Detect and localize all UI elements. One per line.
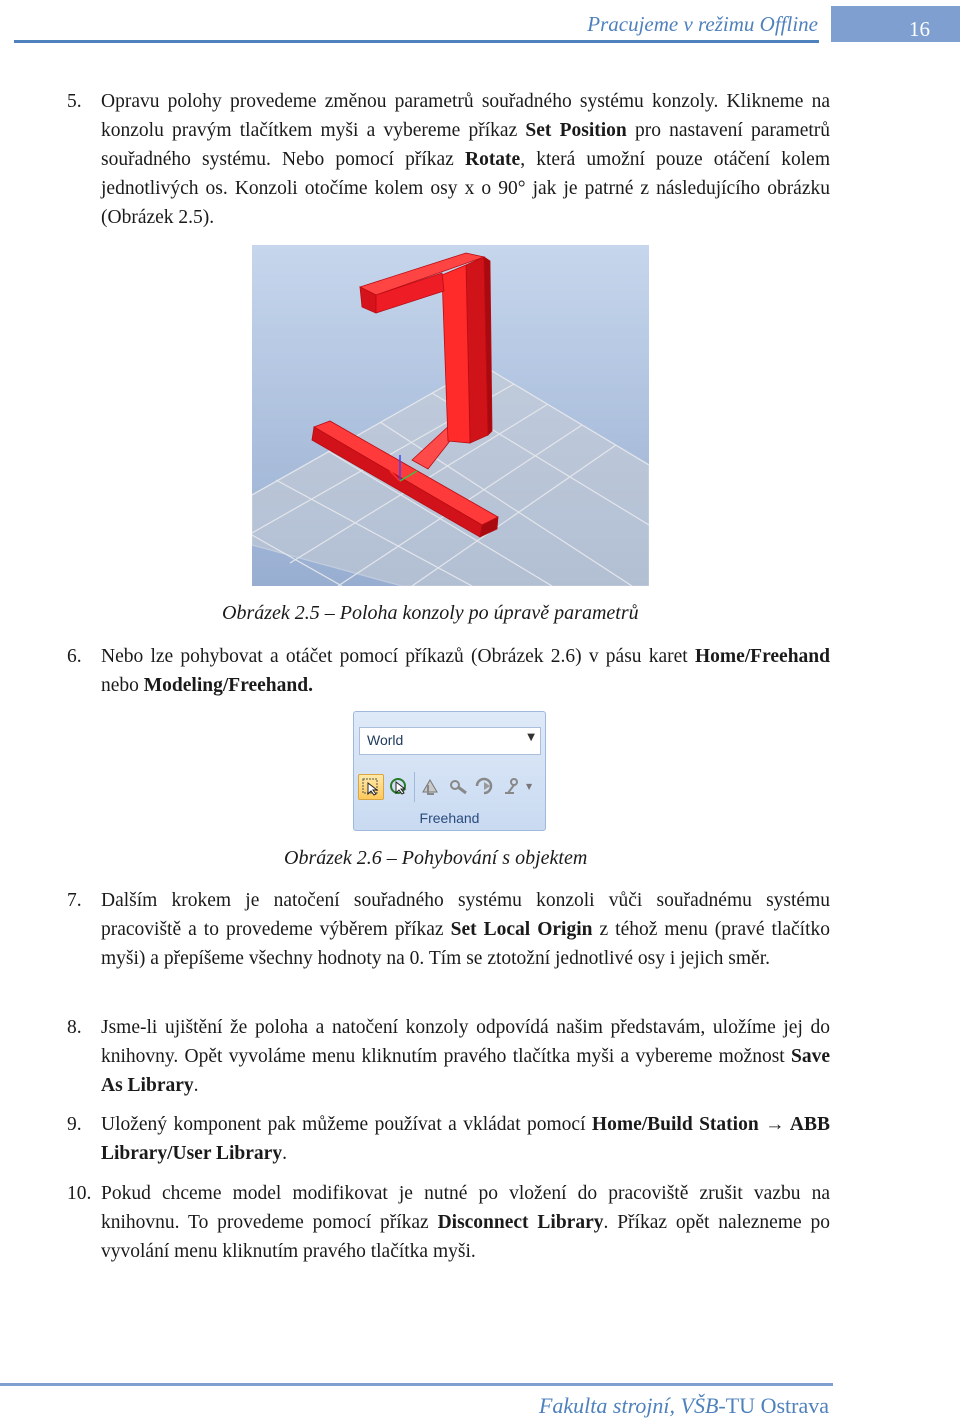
chevron-down-icon: ▼ <box>527 732 535 743</box>
snap-object-icon <box>388 776 408 796</box>
item-number: 10. <box>67 1183 92 1204</box>
bold-command: Save As Library <box>101 1046 830 1096</box>
jog-joint-button[interactable] <box>472 774 498 800</box>
group-label: Freehand <box>419 810 480 826</box>
text-run: . Příkaz opět nalezneme po vyvolání menu kliknutím pravého tlačítka myši. <box>101 1212 830 1262</box>
item-text <box>101 886 830 973</box>
footer-faculty: Fakulta strojní, VŠB <box>538 1393 719 1418</box>
item-text <box>101 642 830 700</box>
header-rule <box>14 40 819 43</box>
rotate-icon <box>448 776 468 796</box>
list-item-8 <box>67 1013 830 1100</box>
bold-command: Set Position <box>525 120 627 141</box>
text-run: nebo <box>101 675 144 696</box>
item-text <box>101 1110 830 1168</box>
bold-command: Home/Freehand <box>694 646 830 667</box>
bold-command: Home/Build Station → ABB Library/User Library <box>101 1114 830 1164</box>
figure-console-3d-view <box>252 245 649 586</box>
bold-command: Rotate <box>464 149 521 170</box>
text-run: z téhož menu (pravé tlačítko myši) a přepíšeme všechny hodnoty na 0. Tím se ztotožní jednotlivé osy i jejich směr. <box>101 919 831 969</box>
figure2-caption: Obrázek 2.6 – Pohybování s objektem <box>284 847 588 869</box>
bold-command: Modeling/Freehand. <box>143 675 313 696</box>
list-item-6 <box>67 642 830 700</box>
text-run: , která umožní pouze otáčení kolem jednotlivých os. Konzoli otočíme kolem osy x o 90° jak je patrné z následujícího obrázku (Obrázek 2.5). <box>101 149 830 228</box>
item-number: 8. <box>67 1017 82 1038</box>
list-item-5 <box>67 87 830 232</box>
snap-object-button[interactable] <box>386 774 412 800</box>
bold-command: Disconnect Library <box>437 1212 604 1233</box>
item-text <box>101 1179 830 1266</box>
select-icon <box>361 777 381 797</box>
item-number: 9. <box>67 1114 82 1135</box>
text-run: Pokud chceme model modifikovat je nutné po vložení do pracoviště zrušit vazbu na knihovnu. To provedeme pomocí příkaz <box>101 1183 830 1233</box>
bold-command: Set Local Origin <box>450 919 593 940</box>
text-run: Jsme-li ujištění že poloha a natočení konzoly odpovídá našim představám, uložíme jej do knihovny. Opět vyvoláme menu kliknutím pravého tlačítka myši a vybereme možnost <box>101 1017 830 1067</box>
reference-dropdown-value: World <box>367 732 404 748</box>
freehand-ribbon-group <box>353 711 546 831</box>
select-tool-button[interactable] <box>358 774 384 800</box>
jog-linear-button[interactable] <box>500 774 526 800</box>
item-text <box>101 87 830 232</box>
jog-linear-icon <box>502 776 522 796</box>
header-title: Pracujeme v režimu Offline <box>587 12 818 36</box>
text-run: . <box>193 1075 199 1096</box>
text-run: Dalším krokem je natočení souřadného systému konzoli vůči souřadnému systému pracoviště a to provedeme výběrem příkaz <box>101 890 830 940</box>
text-run: Opravu polohy provedeme změnou parametrů souřadného systému konzoly. Klikneme na konzolu pravým tlačítkem myši a vybereme příkaz <box>101 91 830 141</box>
list-item-7 <box>67 886 830 973</box>
item-text <box>101 1013 830 1100</box>
move-tool-button[interactable] <box>418 774 444 800</box>
item-number: 5. <box>67 91 82 112</box>
footer-university: -TU Ostrava <box>718 1393 829 1418</box>
item-number: 6. <box>67 646 82 667</box>
move-icon <box>420 776 440 796</box>
page-number: 16 <box>909 17 930 41</box>
text-run: pro nastavení parametrů souřadného systému. Nebo pomocí příkaz <box>101 120 831 170</box>
jog-joint-icon <box>474 776 494 796</box>
page-number-box <box>831 6 960 42</box>
footer-rule <box>0 1383 833 1386</box>
chevron-down-icon[interactable]: ▼ <box>526 782 533 791</box>
text-run: . <box>282 1143 287 1164</box>
tool-separator <box>414 772 415 802</box>
reference-dropdown[interactable] <box>359 727 541 755</box>
page-footer <box>539 1393 829 1419</box>
rotate-tool-button[interactable] <box>446 774 472 800</box>
figure1-caption: Obrázek 2.5 – Poloha konzoly po úpravě parametrů <box>222 602 639 624</box>
list-item-9 <box>67 1110 830 1168</box>
item-number: 7. <box>67 890 82 911</box>
text-run: Nebo lze pohybovat a otáčet pomocí příkazů (Obrázek 2.6) v pásu karet <box>101 646 695 667</box>
list-item-10 <box>67 1179 830 1266</box>
text-run: Uložený komponent pak můžeme používat a vkládat pomocí <box>101 1114 592 1135</box>
